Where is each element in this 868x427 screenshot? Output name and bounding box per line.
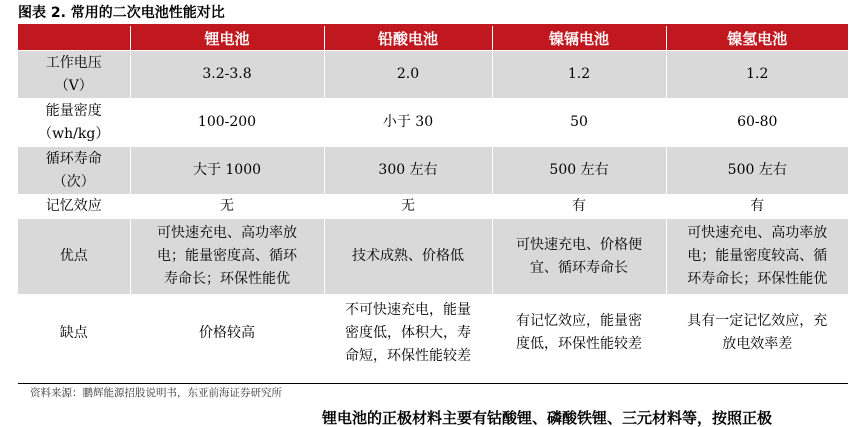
row-label	[18, 99, 130, 147]
cell-line: 可快速充电、高功率放	[687, 225, 828, 241]
header-nimh: 镍氢电池	[666, 26, 848, 51]
table-row	[18, 99, 848, 147]
table-cell	[492, 295, 666, 372]
table-cell: 500 左右	[666, 147, 848, 195]
table-cell	[324, 219, 492, 295]
battery-comparison-table	[18, 26, 848, 371]
row-label-line: 循环寿命	[45, 150, 102, 167]
table-cell	[130, 295, 324, 372]
row-label-line: （次）	[52, 173, 95, 190]
table-cell: 大于 1000	[130, 147, 324, 195]
cell-line: 电；能量密度高、循环	[157, 248, 297, 264]
body-text-snippet: 锂电池的正极材料主要有钴酸锂、磷酸铁锂、三元材料等，按照正极	[322, 409, 773, 427]
cell-line: 放电效率差	[722, 336, 793, 352]
row-label-line: （V）	[54, 77, 93, 94]
table-cell: 1.2	[666, 51, 848, 99]
cell-line: 有记忆效应，能量密	[516, 313, 642, 329]
table-cell	[492, 219, 666, 295]
cell-line: 度低，环保性能较差	[516, 336, 642, 352]
table-row	[18, 195, 848, 219]
table-cell: 300 左右	[324, 147, 492, 195]
table-cell: 3.2-3.8	[130, 51, 324, 99]
cell-line: 不可快速充电，能量	[345, 301, 471, 318]
table-cell: 50	[492, 99, 666, 147]
table-row	[18, 147, 848, 195]
row-label-line: 工作电压	[45, 54, 102, 71]
table-cell: 有	[492, 195, 666, 219]
table-cell: 小于 30	[324, 99, 492, 147]
table-cell: 无	[324, 195, 492, 219]
table-cell: 500 左右	[492, 147, 666, 195]
table-header-row	[18, 26, 848, 51]
header-lead-acid: 铅酸电池	[324, 26, 492, 51]
header-lithium: 锂电池	[130, 26, 324, 51]
table-row	[18, 295, 848, 372]
row-label	[18, 147, 130, 195]
cell-line: 具有一定记忆效应，充	[687, 313, 828, 329]
table-cell: 100-200	[130, 99, 324, 147]
table-cell	[324, 295, 492, 372]
cell-line: 寿命长；环保性能优	[164, 271, 290, 287]
table-cell: 有	[666, 195, 848, 219]
cell-line: 技术成熟、价格低	[352, 248, 464, 264]
cell-line: 电；能量密度较高、循	[687, 248, 828, 264]
table-cell	[666, 295, 848, 372]
header-empty	[18, 26, 130, 51]
header-nicd: 镍镉电池	[492, 26, 666, 51]
table-cell: 无	[130, 195, 324, 219]
source-divider	[18, 383, 848, 384]
cell-line: 可快速充电、高功率放	[157, 225, 297, 241]
table-cell: 2.0	[324, 51, 492, 99]
table-row	[18, 219, 848, 295]
cell-line: 可快速充电、价格便	[516, 236, 642, 253]
table-cell: 60-80	[666, 99, 848, 147]
table-cell: 1.2	[492, 51, 666, 99]
cell-line: 环寿命长；环保性能优	[687, 271, 828, 287]
table-row	[18, 51, 848, 99]
cell-line: 宜、循环寿命长	[530, 259, 628, 276]
table-cell	[666, 219, 848, 295]
cell-line: 价格较高	[199, 324, 255, 341]
source-note: 资料来源：鹏辉能源招股说明书，东亚前海证券研究所	[30, 387, 282, 399]
row-label: 优点	[18, 219, 130, 295]
row-label: 记忆效应	[18, 195, 130, 219]
table-cell	[130, 219, 324, 295]
cell-line: 密度低，体积大，寿	[345, 324, 471, 341]
cell-line: 命短，环保性能较差	[345, 347, 471, 364]
row-label-line: 能量密度	[45, 102, 102, 119]
figure-title: 图表 2. 常用的二次电池性能对比	[18, 5, 225, 21]
row-label: 缺点	[18, 295, 130, 372]
row-label-line: （wh/kg）	[38, 125, 110, 142]
row-label	[18, 51, 130, 99]
